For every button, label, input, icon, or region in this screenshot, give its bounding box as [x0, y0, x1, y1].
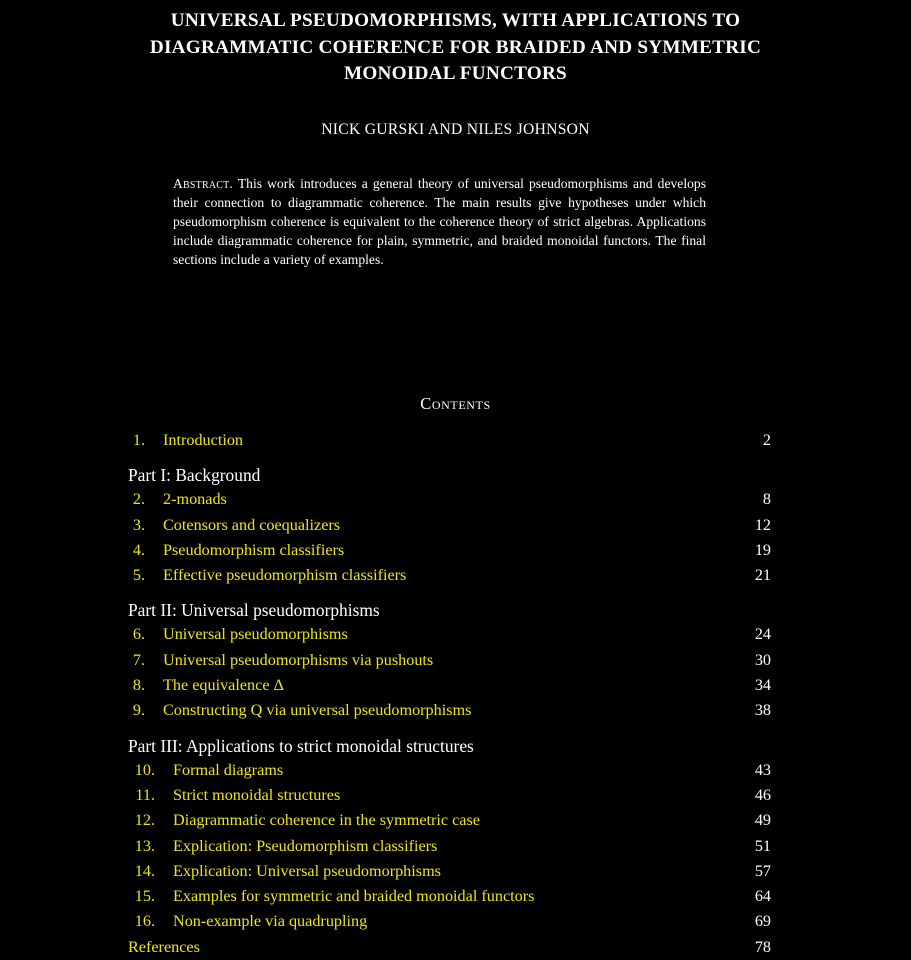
- toc-entry-title[interactable]: Effective pseudomorphism classifiers: [163, 566, 407, 585]
- toc-entry[interactable]: [128, 538, 771, 563]
- toc-entry-page: 19: [754, 540, 771, 559]
- toc-entry-number[interactable]: 7.: [132, 650, 145, 669]
- page-title: [100, 8, 811, 88]
- toc-entry-title[interactable]: Explication: Universal pseudomorphisms: [173, 861, 441, 880]
- toc-entry[interactable]: [128, 698, 771, 723]
- toc-entry[interactable]: [128, 859, 771, 884]
- toc-entry-title[interactable]: References: [128, 937, 200, 956]
- toc-entry[interactable]: [128, 673, 771, 698]
- table-of-contents: [128, 428, 771, 960]
- toc-entry[interactable]: [128, 834, 771, 859]
- contents-heading: Contents: [420, 394, 491, 413]
- toc-entry-title[interactable]: The equivalence Δ: [163, 676, 284, 695]
- toc-entry-number[interactable]: 4.: [132, 540, 145, 559]
- toc-entry-number[interactable]: 8.: [132, 676, 145, 695]
- toc-entry-page: 8: [762, 490, 771, 509]
- toc-part-heading: [128, 588, 771, 622]
- toc-entry[interactable]: [128, 648, 771, 673]
- toc-part-label: Part II: Universal pseudomorphisms: [128, 600, 380, 621]
- toc-entry-page: 46: [754, 785, 771, 804]
- toc-entry-title[interactable]: Strict monoidal structures: [173, 785, 341, 804]
- toc-entry-title[interactable]: Universal pseudomorphisms: [163, 625, 348, 644]
- abstract-body: This work introduces a general theory of universal pseudomorphisms and develops their connection to diagrammatic coherence. The main results give hypotheses under which pseudomorphism coherence is equivalent to the coherence theory of strict algebras. Applications include diagrammatic coherence for plain, symmetric, and braided monoidal functors. The final sections include a variety of examples.: [173, 176, 706, 268]
- toc-entry-title[interactable]: Formal diagrams: [173, 760, 284, 779]
- toc-entry[interactable]: [128, 563, 771, 588]
- toc-entry-page: 69: [754, 912, 771, 931]
- toc-entry-title[interactable]: Explication: Pseudomorphism classifiers: [173, 836, 438, 855]
- title-line-1: UNIVERSAL PSEUDOMORPHISMS, WITH APPLICATIONS TO: [170, 10, 741, 31]
- toc-entry-page: 64: [754, 887, 771, 906]
- toc-entry-number[interactable]: 6.: [132, 625, 145, 644]
- toc-entry[interactable]: [128, 783, 771, 808]
- toc-entry[interactable]: [128, 808, 771, 833]
- toc-entry[interactable]: [128, 428, 771, 453]
- toc-entry-title[interactable]: Diagrammatic coherence in the symmetric case: [173, 811, 480, 830]
- toc-entry-title[interactable]: Non-example via quadrupling: [173, 912, 368, 931]
- toc-part-label: Part III: Applications to strict monoidal structures: [128, 735, 474, 756]
- author-list: NICK GURSKI AND NILES JOHNSON: [321, 121, 590, 138]
- toc-entry-page: 34: [754, 676, 771, 695]
- toc-entry-number[interactable]: 13.: [134, 836, 155, 855]
- toc-part-heading: [128, 724, 771, 758]
- toc-entry-number[interactable]: 11.: [135, 785, 155, 804]
- toc-entry-number[interactable]: 10.: [134, 760, 155, 779]
- toc-entry-title[interactable]: Constructing Q via universal pseudomorphisms: [163, 701, 472, 720]
- toc-entry-page: 51: [754, 836, 771, 855]
- toc-entry-page: 2: [762, 431, 771, 449]
- toc-entry-number[interactable]: 9.: [132, 701, 145, 720]
- toc-entry-page: 12: [754, 515, 771, 534]
- toc-part-label: Part I: Background: [128, 465, 261, 486]
- toc-entry-number[interactable]: 1.: [132, 431, 145, 449]
- toc-entry-number[interactable]: 5.: [132, 566, 145, 585]
- toc-entry-page: 57: [754, 861, 771, 880]
- abstract-block: [173, 174, 706, 269]
- toc-entry-page: 38: [754, 701, 771, 720]
- toc-entry[interactable]: [128, 884, 771, 909]
- toc-entry-number[interactable]: 12.: [134, 811, 155, 830]
- toc-entry-title[interactable]: Pseudomorphism classifiers: [163, 540, 345, 559]
- abstract-heading: Abstract.: [173, 176, 234, 191]
- toc-entry-number[interactable]: 15.: [134, 887, 155, 906]
- toc-entry-number[interactable]: 2.: [132, 490, 145, 509]
- toc-entry-page: 30: [754, 650, 771, 669]
- toc-entry-title[interactable]: Examples for symmetric and braided monoidal functors: [173, 887, 535, 906]
- toc-entry[interactable]: [128, 909, 771, 934]
- toc-entry-page: 24: [754, 625, 771, 644]
- toc-entry-number[interactable]: 16.: [134, 912, 155, 931]
- toc-entry-title[interactable]: Cotensors and coequalizers: [163, 515, 341, 534]
- toc-entry-page: 43: [754, 760, 771, 779]
- toc-entry-page: 78: [754, 937, 771, 956]
- toc-entry-number[interactable]: 3.: [132, 515, 145, 534]
- toc-entry-number[interactable]: 14.: [134, 861, 155, 880]
- toc-entry[interactable]: [128, 513, 771, 538]
- toc-entry-title[interactable]: 2-monads: [163, 490, 227, 509]
- toc-entry-page: 49: [754, 811, 771, 830]
- toc-entry-title[interactable]: Introduction: [163, 431, 244, 449]
- title-line-2: DIAGRAMMATIC COHERENCE FOR BRAIDED AND SYMMETRIC: [149, 36, 762, 58]
- toc-entry[interactable]: [128, 758, 771, 783]
- toc-entry[interactable]: [128, 935, 771, 960]
- toc-entry-title[interactable]: Universal pseudomorphisms via pushouts: [163, 650, 434, 669]
- toc-entry[interactable]: [128, 622, 771, 647]
- title-line-3: MONOIDAL FUNCTORS: [344, 63, 567, 84]
- toc-part-heading: [128, 453, 771, 487]
- toc-entry[interactable]: [128, 487, 771, 512]
- toc-entry-page: 21: [754, 566, 771, 585]
